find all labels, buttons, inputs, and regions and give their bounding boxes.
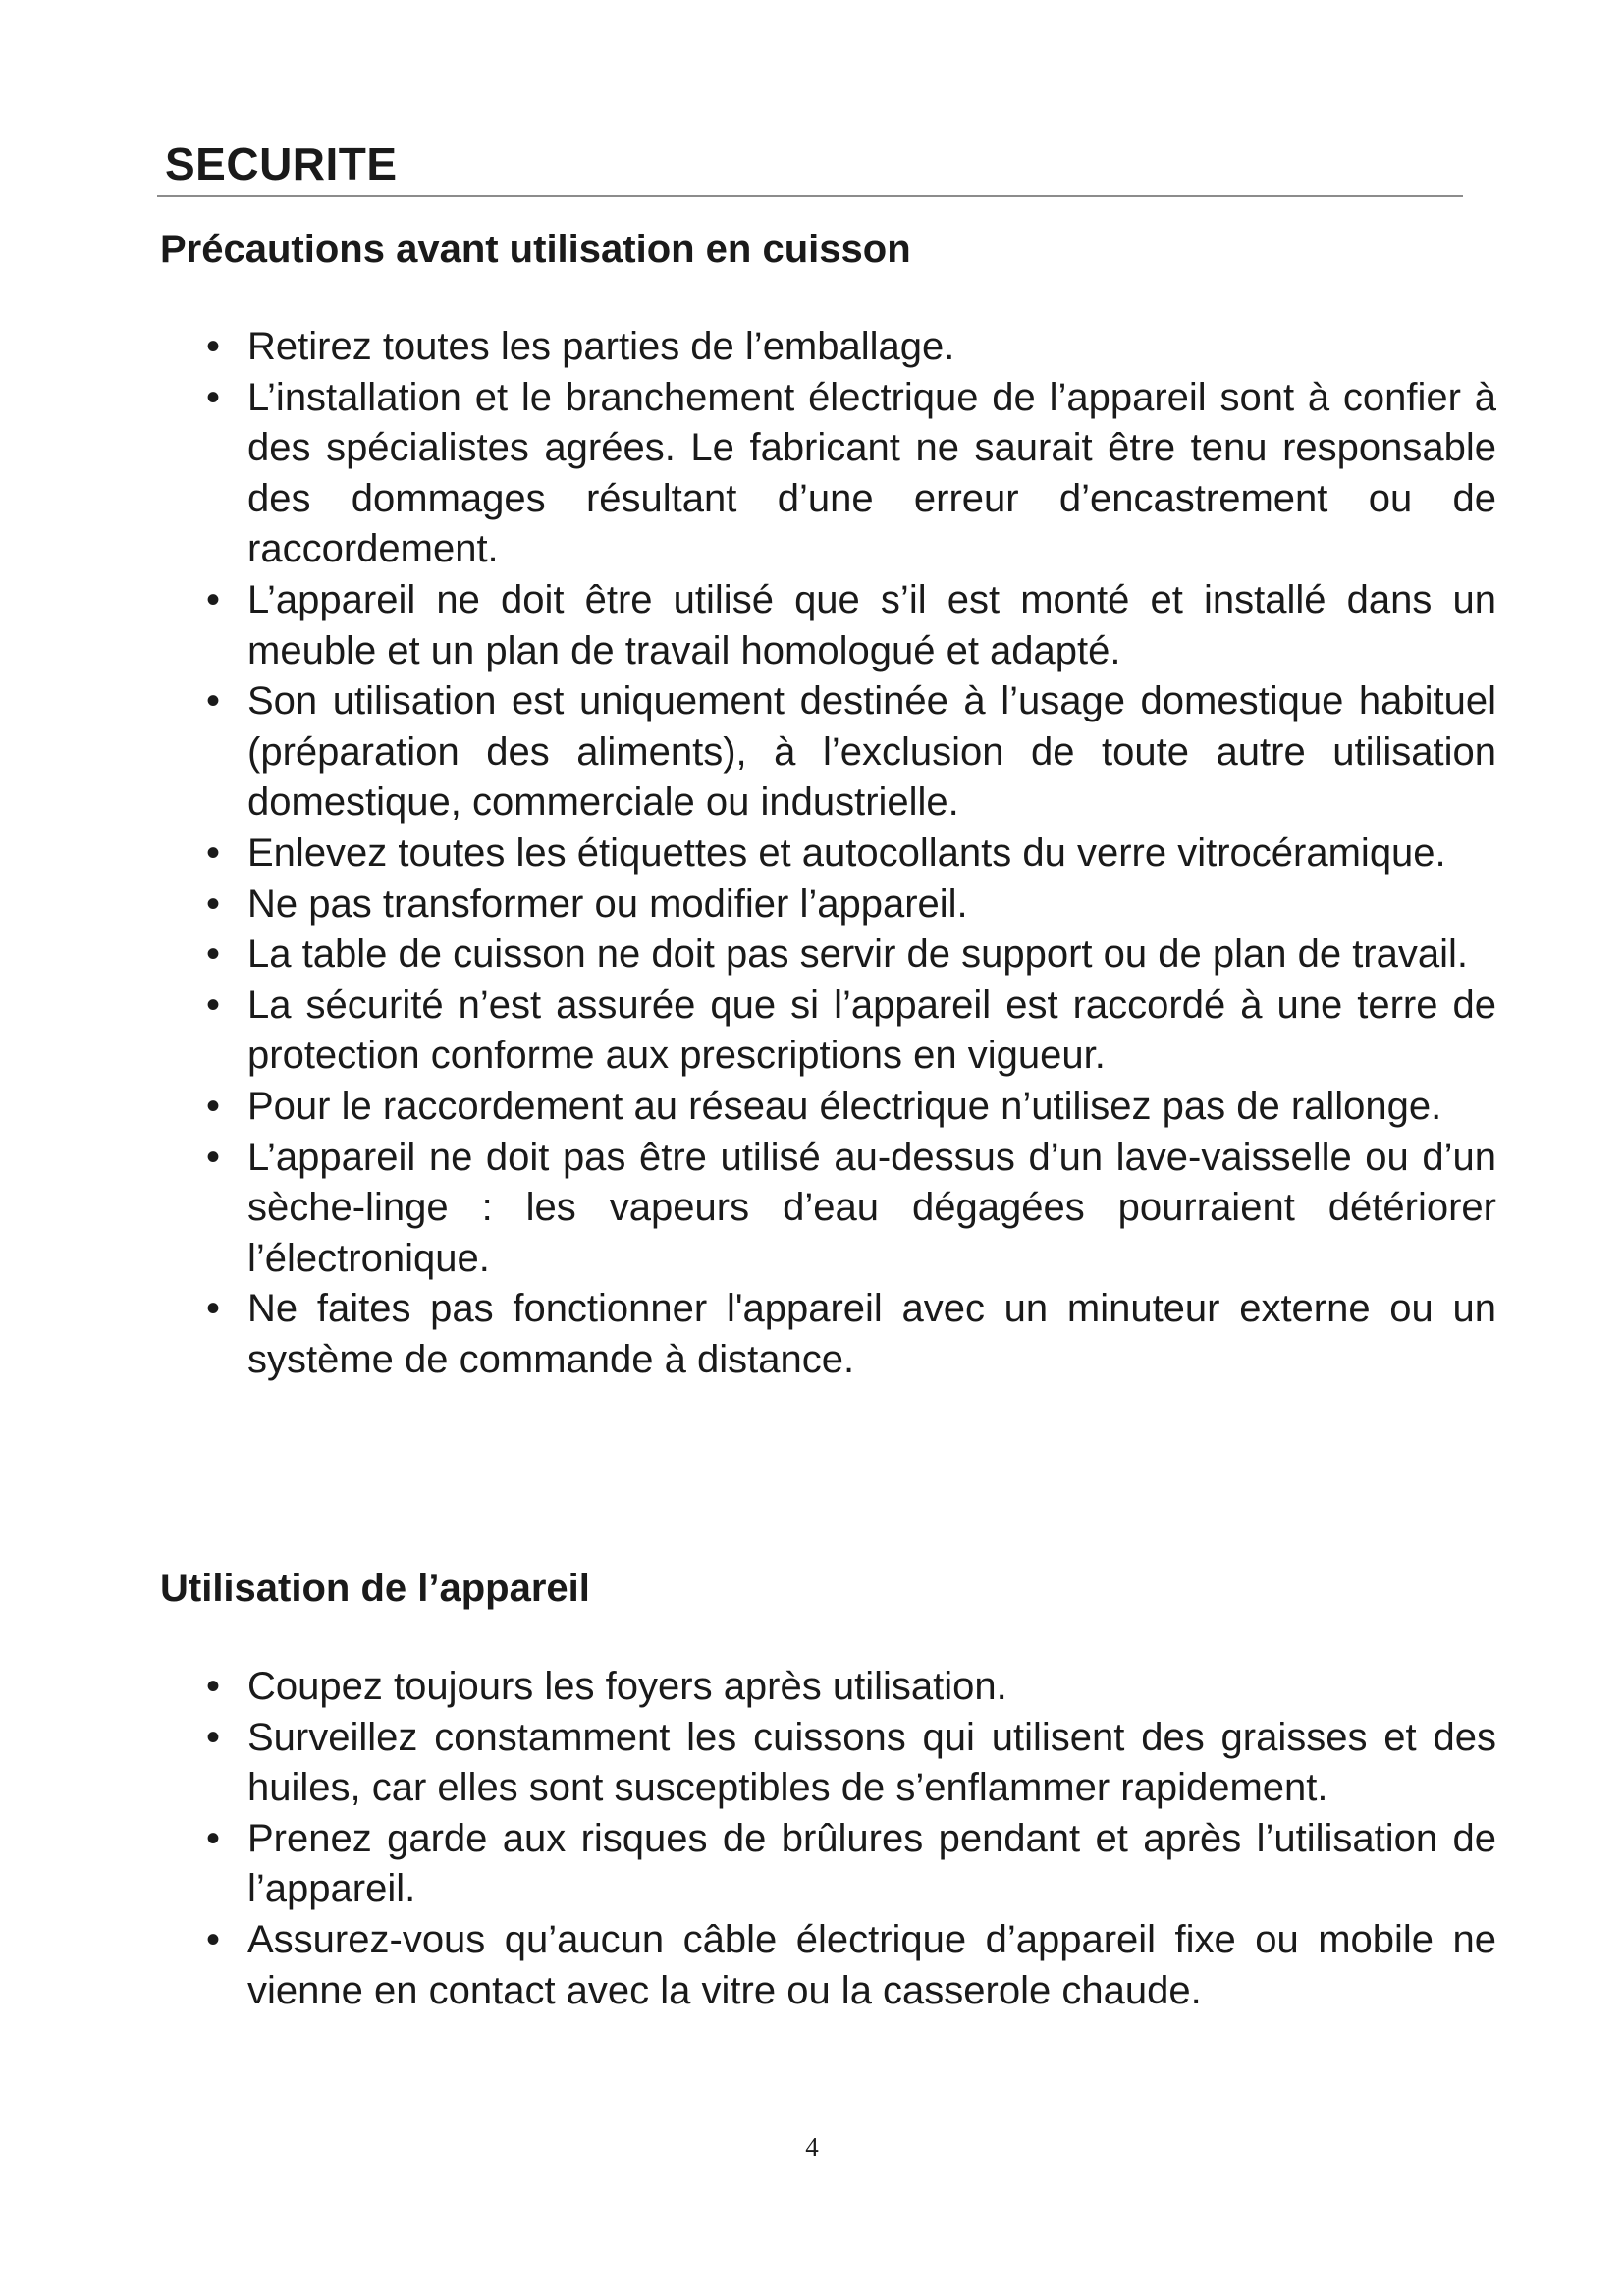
bullet-icon: • [206,830,221,875]
bullet-icon: • [206,325,221,368]
list-item [0,1713,1624,1814]
list-item-text: Ne pas transformer ou modifier l’appareil. [247,881,968,926]
bullet-icon: • [206,679,221,723]
list-item-text: Assurez-vous qu’aucun câble électrique d’appareil fixe ou mobile ne vienne en contact avec la vitre ou la casserole chaude. [247,1917,1496,2012]
list-item-text: Pour le raccordement au réseau électrique n’utilisez pas de rallonge. [247,1084,1442,1128]
list-item [0,1662,1624,1713]
list-item-text: La table de cuisson ne doit pas servir de support ou de plan de travail. [247,933,1469,977]
list-item-text: Son utilisation est uniquement destinée à l’usage domestique habituel (préparation des aliments), à l’exclusion de toute autre utilisation domestique, commerciale ou industrielle. [247,679,1496,825]
list-item-text: Enlevez toutes les étiquettes et autocollants du verre vitrocéramique. [247,830,1446,875]
section-heading-precautions: Précautions avant utilisation en cuisson [160,228,911,271]
bullet-icon: • [206,375,221,419]
section-heading-utilisation: Utilisation de l’appareil [160,1567,590,1610]
list-item-text: La sécurité n’est assurée que si l’appareil est raccordé à une terre de protection conforme aux prescriptions en vigueur. [247,983,1496,1078]
bullet-icon: • [206,1287,221,1331]
bullet-icon: • [206,983,221,1027]
list-item [0,1284,1624,1385]
list-item-text: Surveillez constamment les cuissons qui utilisent des graisses et des huiles, car elles sont susceptibles de s’enflammer rapidement. [247,1715,1496,1810]
list-item [0,1915,1624,2016]
list-item [0,981,1624,1082]
bullet-icon: • [206,1135,221,1179]
bullet-icon: • [206,1816,221,1860]
title-divider [157,195,1463,197]
bullet-icon: • [206,1715,221,1759]
list-item [0,1814,1624,1915]
list-item [0,676,1624,828]
bullet-icon: • [206,933,221,977]
list-item [0,575,1624,676]
list-item-text: L’appareil ne doit pas être utilisé au-dessus d’un lave-vaisselle ou d’un sèche-linge : les vapeurs d’eau dégagées pourraient détériorer l’électronique. [247,1135,1496,1280]
bullet-icon: • [206,577,221,621]
list-item [0,880,1624,931]
list-item [0,1082,1624,1133]
list-item-text: L’installation et le branchement électrique de l’appareil sont à confier à des spécialistes agrées. Le fabricant ne saurait être tenu responsable des dommages résultant d’une erreur d’encastrement ou de raccordement. [247,375,1496,571]
list-item-text: L’appareil ne doit être utilisé que s’il est monté et installé dans un meuble et un plan de travail homologué et adapté. [247,577,1496,672]
list-item [0,373,1624,575]
list-item [0,930,1624,981]
list-item-text: Prenez garde aux risques de brûlures pendant et après l’utilisation de l’appareil. [247,1816,1496,1911]
page-title: SECURITE [165,138,398,189]
list-item-text: Coupez toujours les foyers après utilisation. [247,1665,1007,1708]
list-item [0,322,1624,373]
bullet-icon: • [206,881,221,926]
utilisation-list [0,1662,1624,2016]
bullet-icon: • [206,1665,221,1708]
bullet-icon: • [206,1084,221,1128]
list-item [0,828,1624,880]
list-item [0,1133,1624,1285]
bullet-icon: • [206,1917,221,1961]
list-item-text: Retirez toutes les parties de l’emballage. [247,325,955,368]
list-item-text: Ne faites pas fonctionner l'appareil avec un minuteur externe ou un système de commande à distance. [247,1287,1496,1381]
page-number: 4 [805,2132,819,2162]
precautions-list [0,322,1624,1385]
